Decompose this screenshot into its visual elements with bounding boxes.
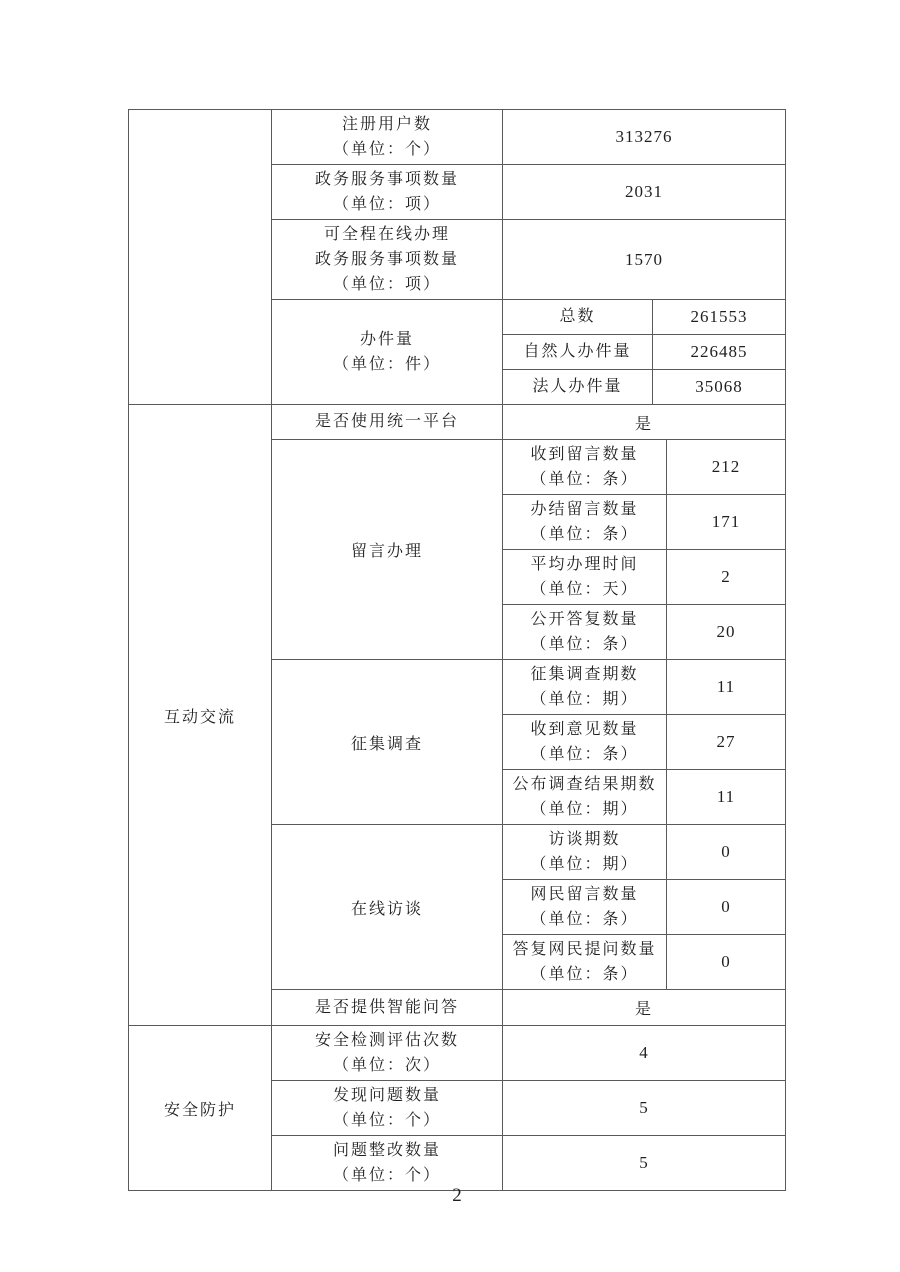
sub-label: 办结留言数量 — [530, 501, 639, 518]
page-number: 2 — [452, 1185, 462, 1206]
value-cell: 是 — [503, 405, 786, 440]
sub-label-cell: 法人办件量 — [503, 370, 653, 405]
sub-unit: （单位：期） — [530, 856, 639, 873]
item-label: 安全检测评估次数 — [314, 1032, 459, 1049]
section-cell-security: 安全防护 — [129, 1026, 272, 1191]
value-cell: 是 — [503, 990, 786, 1026]
item-label-cell — [272, 1136, 503, 1191]
sub-label: 收到留言数量 — [530, 446, 639, 463]
group-unit: （单位：件） — [332, 356, 441, 373]
sub-label-cell — [503, 715, 667, 770]
sub-label: 公开答复数量 — [530, 611, 639, 628]
value-cell: 212 — [667, 440, 786, 495]
item-label-cell — [272, 1081, 503, 1136]
group-label-cell — [272, 300, 503, 405]
item-unit: （单位：个） — [332, 1167, 441, 1184]
item-label-line2: 政务服务事项数量 — [314, 251, 459, 268]
sub-label-cell — [503, 495, 667, 550]
item-label: 注册用户数 — [341, 116, 432, 133]
value-cell: 261553 — [653, 300, 786, 335]
value-cell: 2031 — [503, 165, 786, 220]
item-unit: （单位：次） — [332, 1057, 441, 1074]
sub-unit: （单位：条） — [530, 911, 639, 928]
sub-label-cell — [503, 825, 667, 880]
sub-unit: （单位：期） — [530, 691, 639, 708]
value-cell: 20 — [667, 605, 786, 660]
value-cell: 0 — [667, 880, 786, 935]
sub-label-cell: 自然人办件量 — [503, 335, 653, 370]
value-cell: 0 — [667, 935, 786, 990]
item-label: 问题整改数量 — [332, 1142, 441, 1159]
group-label-cell: 在线访谈 — [272, 825, 503, 990]
value-cell: 11 — [667, 660, 786, 715]
value-cell: 171 — [667, 495, 786, 550]
sub-label: 平均办理时间 — [530, 556, 639, 573]
value-cell: 0 — [667, 825, 786, 880]
value-cell: 1570 — [503, 220, 786, 300]
section-cell-blank — [129, 110, 272, 405]
value-cell: 4 — [503, 1026, 786, 1081]
item-unit: （单位：项） — [332, 196, 441, 213]
sub-label-cell — [503, 935, 667, 990]
sub-unit: （单位：条） — [530, 636, 639, 653]
sub-label-cell: 总数 — [503, 300, 653, 335]
item-label-cell: 是否使用统一平台 — [272, 405, 503, 440]
sub-label-cell — [503, 880, 667, 935]
item-label-cell — [272, 220, 503, 300]
item-label: 发现问题数量 — [332, 1087, 441, 1104]
sub-unit: （单位：条） — [530, 471, 639, 488]
value-cell: 2 — [667, 550, 786, 605]
item-label-cell: 是否提供智能问答 — [272, 990, 503, 1026]
sub-label: 公布调查结果期数 — [512, 776, 657, 793]
section-cell-interaction: 互动交流 — [129, 405, 272, 1026]
item-label-cell — [272, 1026, 503, 1081]
sub-label-cell — [503, 660, 667, 715]
value-cell: 313276 — [503, 110, 786, 165]
sub-label-cell — [503, 550, 667, 605]
group-label-cell: 征集调查 — [272, 660, 503, 825]
sub-label: 收到意见数量 — [530, 721, 639, 738]
sub-unit: （单位：条） — [530, 526, 639, 543]
sub-label: 答复网民提问数量 — [512, 941, 657, 958]
sub-unit: （单位：条） — [530, 746, 639, 763]
sub-unit: （单位：天） — [530, 581, 639, 598]
item-unit: （单位：个） — [332, 1112, 441, 1129]
sub-label-cell — [503, 605, 667, 660]
item-label-line1: 可全程在线办理 — [323, 226, 450, 243]
sub-label: 征集调查期数 — [530, 666, 639, 683]
item-unit: （单位：项） — [332, 276, 441, 293]
statistics-table — [128, 109, 786, 1191]
sub-unit: （单位：条） — [530, 966, 639, 983]
item-label-cell — [272, 165, 503, 220]
sub-label-cell — [503, 440, 667, 495]
value-cell: 5 — [503, 1081, 786, 1136]
value-cell: 11 — [667, 770, 786, 825]
group-label-cell: 留言办理 — [272, 440, 503, 660]
value-cell: 35068 — [653, 370, 786, 405]
sub-label: 访谈期数 — [548, 831, 621, 848]
value-cell: 27 — [667, 715, 786, 770]
sub-label: 网民留言数量 — [530, 886, 639, 903]
value-cell: 5 — [503, 1136, 786, 1191]
group-label: 办件量 — [359, 331, 414, 348]
sub-label-cell — [503, 770, 667, 825]
item-label: 政务服务事项数量 — [314, 171, 459, 188]
value-cell: 226485 — [653, 335, 786, 370]
item-label-cell — [272, 110, 503, 165]
sub-unit: （单位：期） — [530, 801, 639, 818]
item-unit: （单位：个） — [332, 141, 441, 158]
